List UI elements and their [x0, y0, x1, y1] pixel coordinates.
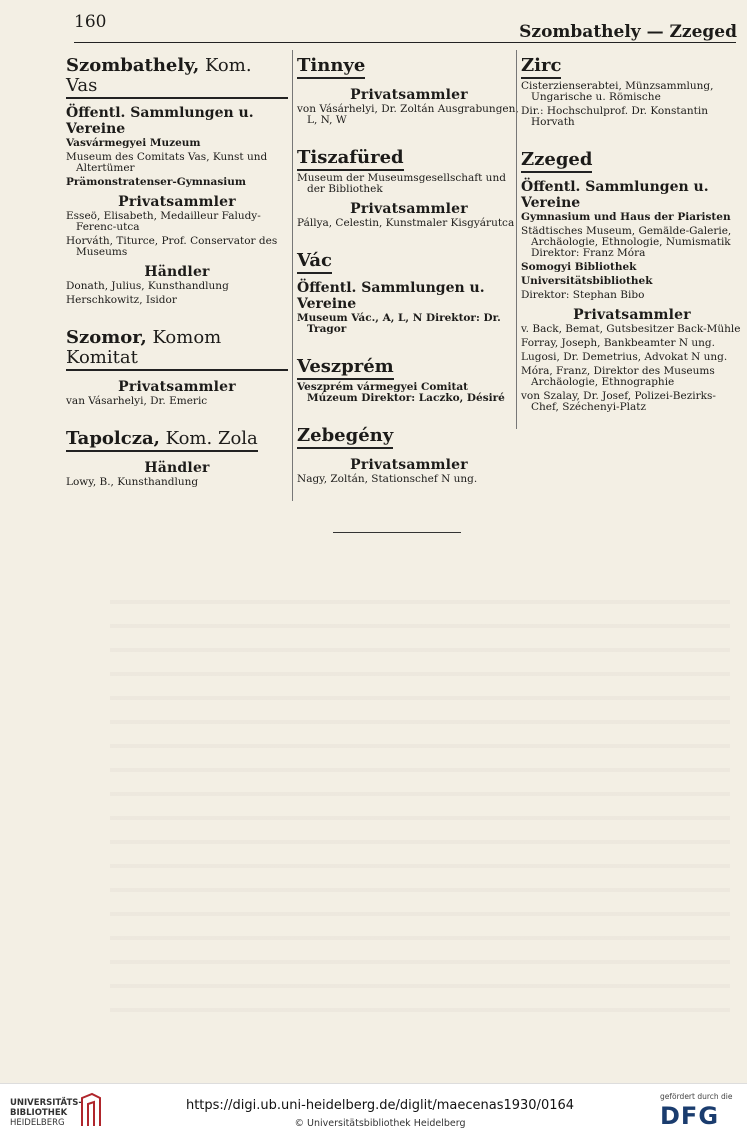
listing: Vasvármegyei Muzeum — [66, 137, 201, 149]
running-head: Szombathely — Zzeged — [519, 22, 737, 42]
city-name: Zebegény — [297, 425, 394, 446]
category-heading: Händler — [144, 264, 210, 280]
city-region: Kom. Zola — [165, 428, 258, 449]
funder-caption: gefördert durch die — [660, 1092, 733, 1101]
city-region: Komom Komitat — [66, 327, 222, 368]
viewer-footer — [0, 1083, 747, 1138]
entry-szomor — [66, 322, 288, 407]
listing: v. Back, Bemat, Gutsbesitzer Back-Mühle — [521, 323, 741, 335]
listing: Forray, Joseph, Bankbeamter N ung. — [521, 337, 715, 349]
city-heading — [297, 357, 394, 380]
category-heading: Privatsammler — [118, 379, 236, 395]
permalink-url[interactable]: https://digi.ub.uni-heidelberg.de/diglit/maecenas1930/0164 — [185, 1098, 575, 1113]
city-heading — [297, 56, 365, 79]
city-heading — [297, 148, 404, 171]
listing: Städtisches Museum, Gemälde-Galerie, Archäologie, Ethnologie, Numismatik Direktor: Franz Móra — [521, 225, 732, 259]
library-name-line1: UNIVERSITÄTS- — [10, 1098, 82, 1108]
entry-zebegeny — [297, 420, 521, 485]
city-heading — [521, 150, 592, 173]
city-name: Zzeged — [521, 149, 593, 170]
entry-veszprem — [297, 351, 521, 404]
listing: Gymnasium und Haus der Piaristen — [521, 211, 731, 223]
section-divider — [333, 532, 461, 533]
category-heading: Privatsammler — [573, 307, 691, 323]
listing: Herschkowitz, Isidor — [66, 294, 177, 306]
city-name: Tinnye — [297, 55, 366, 76]
listing: Museum Vác., A, L, N Direktor: Dr. Tragor — [297, 312, 501, 335]
listing: Lowy, B., Kunsthandlung — [66, 476, 199, 488]
entry-tiszafured — [297, 142, 521, 229]
category-heading: Privatsammler — [350, 87, 468, 103]
city-name: Szomor, — [66, 327, 147, 348]
copyright-notice: © Universitätsbibliothek Heidelberg — [294, 1118, 466, 1129]
listing: von Szalay, Dr. Josef, Polizei-Bezirks-Chef, Széchenyi-Platz — [521, 390, 716, 413]
funder-logo[interactable] — [660, 1092, 740, 1129]
category-heading: Privatsammler — [118, 194, 236, 210]
listing: Museum der Museumsgesellschaft und der Bibliothek — [297, 172, 506, 195]
category-heading: Öffentl. Sammlungen u. Vereine — [297, 280, 485, 312]
city-region: Kom. Vas — [66, 55, 252, 96]
city-name: Tiszafüred — [297, 147, 404, 168]
column-middle — [292, 50, 521, 501]
listing: Dir.: Hochschulprof. Dr. Konstantin Horvath — [521, 105, 708, 128]
city-heading — [66, 328, 288, 371]
listing: Donath, Julius, Kunsthandlung — [66, 280, 229, 292]
listing: Direktor: Stephan Bibo — [521, 289, 645, 301]
listing: Nagy, Zoltán, Stationschef N ung. — [297, 473, 478, 485]
listing: Lugosi, Dr. Demetrius, Advokat N ung. — [521, 351, 728, 363]
library-emblem-icon — [80, 1092, 102, 1128]
listing: Pállya, Celestin, Kunstmaler Kisgyárutca — [297, 217, 515, 229]
page-number: 160 — [74, 12, 107, 32]
listing: Museum des Comitats Vas, Kunst und Altertümer — [66, 151, 268, 174]
listing: Móra, Franz, Direktor des Museums Archäologie, Ethnographie — [521, 365, 715, 388]
listing: Veszprém vármegyei Comitat Múzeum Direktor: Laczko, Désiré — [297, 381, 505, 404]
column-right — [516, 50, 743, 429]
entry-tinnye — [297, 50, 521, 126]
listing: Universitätsbibliothek — [521, 275, 653, 287]
entry-tapolcza — [66, 423, 288, 488]
city-name: Tapolcza, — [66, 428, 160, 449]
entry-vac — [297, 245, 521, 335]
column-left — [66, 50, 288, 504]
city-name: Veszprém — [297, 356, 394, 377]
listing: Horváth, Titurce, Prof. Conservator des Museums — [66, 235, 278, 258]
city-heading — [521, 56, 561, 79]
listing: Cisterzienserabtei, Münzsammlung, Ungarische u. Römische — [521, 80, 714, 103]
city-name: Vác — [297, 250, 332, 271]
dfg-logo-text: DFG — [660, 1102, 720, 1130]
entry-zzeged — [521, 144, 743, 413]
city-heading — [66, 56, 288, 99]
library-name-line3: HEIDELBERG — [10, 1118, 65, 1128]
city-heading — [297, 251, 332, 274]
listing: van Vásarhelyi, Dr. Emeric — [66, 395, 208, 407]
category-heading: Privatsammler — [350, 201, 468, 217]
library-name-line2: BIBLIOTHEK — [10, 1108, 68, 1118]
bleed-through-shadow — [110, 580, 730, 1020]
city-heading — [66, 429, 258, 452]
entry-zirc — [521, 50, 743, 128]
category-heading: Öffentl. Sammlungen u. Vereine — [521, 179, 709, 211]
city-name: Zirc — [521, 55, 562, 76]
entry-szombathely — [66, 50, 288, 306]
city-name: Szombathely, — [66, 55, 200, 76]
category-heading: Öffentl. Sammlungen u. Vereine — [66, 105, 254, 137]
listing: Prämonstratenser-Gymnasium — [66, 176, 246, 188]
category-heading: Händler — [144, 460, 210, 476]
listing: Somogyi Bibliothek — [521, 261, 637, 273]
header-rule — [74, 42, 736, 43]
listing: von Vásárhelyi, Dr. Zoltán Ausgrabungen, L, N, W — [297, 103, 519, 126]
listing: Esseö, Elisabeth, Medailleur Faludy-Ferenc-utca — [66, 210, 261, 233]
city-heading — [297, 426, 393, 449]
category-heading: Privatsammler — [350, 457, 468, 473]
